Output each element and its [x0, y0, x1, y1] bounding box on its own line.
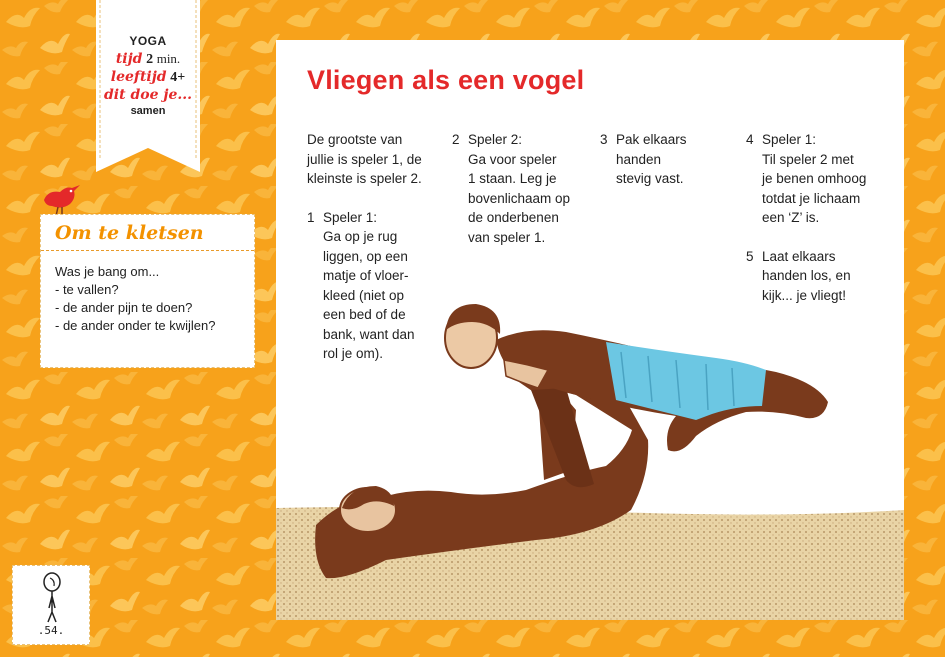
time-unit: min. — [156, 51, 181, 66]
banner-title: YOGA — [129, 34, 167, 48]
column-1 — [307, 130, 447, 364]
step-line: een ‘Z’ is. — [762, 210, 820, 225]
step-line: totdat je lichaam — [762, 190, 861, 206]
step-number: 5 — [746, 248, 754, 264]
step-line: bank, want dan — [323, 326, 415, 342]
banner-row-how — [96, 86, 200, 104]
step-line: Speler 2: — [468, 132, 523, 147]
step-line: 1 staan. Leg je — [468, 171, 557, 186]
step-line: kleed (niet op — [323, 287, 405, 303]
talk-body — [41, 251, 254, 335]
banner-footer: samen — [130, 105, 166, 117]
talk-title: Om te kletsen — [55, 221, 204, 244]
step-1 — [307, 208, 447, 364]
instruction-card — [276, 40, 904, 620]
age-value: 4+ — [170, 70, 186, 85]
step-number: 2 — [452, 132, 460, 147]
step-line: matje of vloer- — [323, 268, 409, 283]
step-line: een bed of de — [323, 307, 406, 322]
banner-row-age — [96, 68, 200, 86]
talk-line: - de ander pijn te doen? — [55, 300, 193, 315]
step-number: 3 — [600, 132, 608, 147]
time-label: tijd — [115, 51, 143, 67]
step-line: de onderbenen — [468, 210, 559, 225]
step-line: handen los, en — [762, 268, 851, 283]
card-title: Vliegen als een vogel — [307, 65, 585, 95]
column-3 — [600, 130, 740, 189]
how-label: dit doe je... — [104, 87, 192, 103]
banner-row-time — [96, 50, 200, 68]
intro-line: jullie is speler 1, de — [307, 151, 422, 167]
talk-line: - de ander onder te kwijlen? — [55, 318, 216, 333]
activity-info-banner — [96, 0, 200, 172]
step-number: 1 — [307, 209, 315, 225]
step-line: Pak elkaars — [616, 132, 687, 147]
talk-box — [40, 214, 255, 368]
step-line: handen — [616, 151, 662, 167]
step-4 — [746, 130, 896, 228]
step-line: Til speler 2 met — [762, 151, 854, 167]
talk-header — [41, 215, 254, 251]
step-3 — [600, 130, 740, 189]
step-line: rol je om). — [323, 346, 384, 361]
step-line: Laat elkaars — [762, 248, 836, 264]
page-number-box — [12, 565, 90, 645]
age-label: leeftijd — [110, 69, 167, 85]
step-line: liggen, op een — [323, 248, 408, 264]
stick-figure-icon — [37, 572, 67, 624]
intro-line: kleinste is speler 2. — [307, 171, 422, 186]
page-number: .54. — [37, 624, 65, 637]
step-line: stevig vast. — [616, 171, 684, 186]
step-line: je benen omhoog — [762, 171, 867, 186]
intro-line: De grootste van — [307, 132, 403, 147]
step-line: Ga voor speler — [468, 151, 557, 167]
step-line: van speler 1. — [468, 229, 546, 245]
column-4 — [746, 130, 896, 305]
step-line: Speler 1: — [323, 209, 378, 225]
step-5 — [746, 247, 896, 306]
time-value: 2 — [146, 52, 154, 67]
talk-line: Was je bang om... — [55, 264, 160, 279]
column-2 — [452, 130, 592, 247]
step-line: kijk... je vliegt! — [762, 287, 847, 303]
step-2 — [452, 130, 592, 247]
step-line: Speler 1: — [762, 132, 817, 147]
step-number: 4 — [746, 132, 754, 147]
step-line: bovenlichaam op — [468, 190, 571, 206]
talk-line: - te vallen? — [55, 282, 119, 297]
step-line: Ga op je rug — [323, 229, 398, 244]
